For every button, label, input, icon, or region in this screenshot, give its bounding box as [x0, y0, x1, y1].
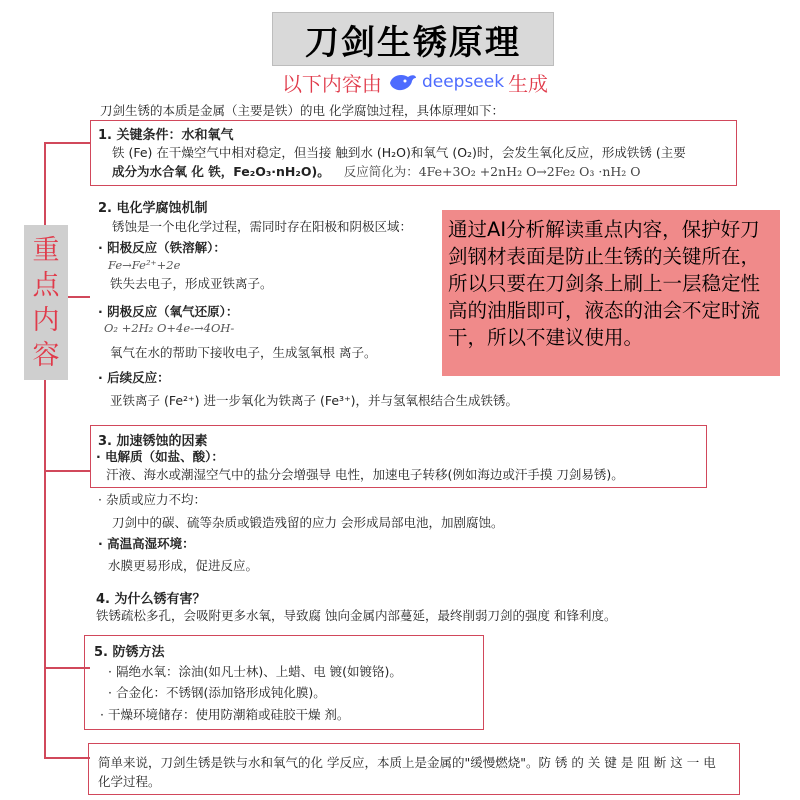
method-2: · 合金化：不锈钢(添加铬形成钝化膜)。: [108, 685, 326, 700]
sidebar-char-3: 内: [32, 304, 60, 336]
cathode-title: · 阴极反应（氧气还原）：: [98, 304, 239, 319]
factor-3-title: · 高温高湿环境：: [98, 536, 195, 551]
whale-logo-icon: [388, 71, 418, 93]
anode-equation: Fe→Fe²⁺+2e: [108, 258, 181, 272]
credit-suffix: 生成: [508, 71, 549, 96]
factor-2-description: 刀剑中的碳、硫等杂质或锻造残留的应力 会形成局部电池，加剧腐蚀。: [112, 515, 504, 530]
section-3-heading: 3. 加速锈蚀的因素: [98, 434, 208, 449]
summary-line-2: 化学过程。: [98, 774, 161, 789]
credit-brand: deepseek: [421, 72, 505, 92]
method-1: · 隔绝水氧：涂油(如凡士林)、上蜡、电 镀(如镀铬)。: [108, 664, 402, 679]
section-2-heading: 2. 电化学腐蚀机制: [98, 201, 208, 216]
section-4-description: 铁锈疏松多孔，会吸附更多水氧，导致腐 蚀向金属内部蔓延，最终削弱刀剑的强度 和锋利度。: [96, 608, 617, 623]
factor-2-title: · 杂质或应力不均：: [98, 492, 206, 507]
section-1-line-2a: 成分为水合氧 化 铁，Fe₂O₃·nH₂O)。: [112, 164, 330, 179]
sidebar-char-2: 点: [32, 269, 60, 301]
anode-title: · 阳极反应（铁溶解）：: [98, 240, 226, 255]
follow-description: 亚铁离子 (Fe²⁺) 进一步氧化为铁离子 (Fe³⁺)，并与氢氧根结合生成铁锈。: [110, 393, 519, 408]
follow-title: · 后续反应：: [98, 370, 170, 385]
sidebar-bracket-tick-3: [44, 470, 90, 472]
section-1-heading: 1. 关键条件：水和氧气: [98, 128, 234, 143]
credit-line: [270, 68, 560, 96]
ai-note-box: 通过AI分析解读重点内容，保护好刀剑钢材表面是防止生锈的关键所在，所以只要在刀剑条上刷上一层稳定性高的油脂即可，液态的油会不定时流干，所以不建议使用。: [442, 210, 780, 376]
sidebar-label: [24, 225, 68, 380]
section-1-line-2: [112, 164, 641, 180]
intro-text: 刀剑生锈的本质是金属（主要是铁）的电 化学腐蚀过程，具体原理如下：: [100, 103, 504, 118]
section-1-line-1: 铁 (Fe) 在干燥空气中相对稳定，但当接 触到水 (H₂O)和氧气 (O₂)时，会发生氧化反应，形成铁锈 (主要: [112, 145, 686, 160]
factor-1-title: · 电解质（如盐、酸）：: [96, 449, 224, 464]
sidebar-char-1: 重: [32, 234, 60, 266]
sidebar-bracket-tick-5: [44, 757, 90, 759]
section-2-intro: 锈蚀是一个电化学过程，需同时存在阳极和阴极区域：: [112, 219, 413, 234]
factor-1-description: 汗液、海水或潮湿空气中的盐分会增强导 电性，加速电子转移(例如海边或汗手摸 刀剑易锈)。: [106, 467, 624, 482]
sidebar-char-4: 容: [32, 339, 60, 371]
summary-line-1: 简单来说，刀剑生锈是铁与水和氧气的化 学反应，本质上是金属的"缓慢燃烧"。防 锈 的 关 键 是 阻 断 这 一 电: [98, 755, 716, 770]
section-1-equation: 反应简化为：4Fe+3O₂ +2nH₂ O→2Fe₂ O₃ ·nH₂ O: [343, 164, 641, 179]
sidebar-bracket-tick-1: [44, 142, 90, 144]
anode-description: 铁失去电子，形成亚铁离子。: [110, 276, 273, 291]
factor-3-description: 水膜更易形成，促进反应。: [108, 558, 259, 573]
page-title: 刀剑生锈原理: [272, 12, 554, 66]
cathode-description: 氧气在水的帮助下接收电子，生成氢氧根 离子。: [110, 345, 377, 360]
credit-prefix: 以下内容由: [281, 71, 382, 96]
cathode-equation: O₂ +2H₂ O+4e-→4OH-: [104, 321, 235, 335]
method-3: · 干燥环境储存：使用防潮箱或硅胶干燥 剂。: [100, 707, 350, 722]
section-4-heading: 4. 为什么锈有害？: [96, 592, 206, 607]
section-5-heading: 5. 防锈方法: [94, 645, 165, 660]
